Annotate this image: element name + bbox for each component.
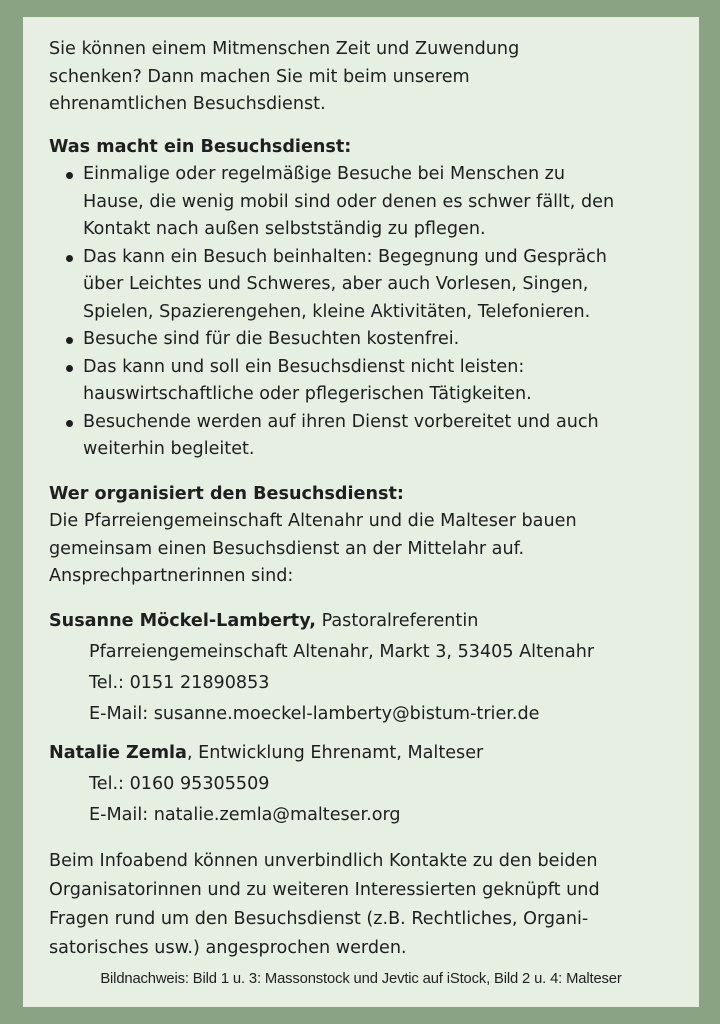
bullet-item: [49, 244, 677, 327]
bullet-item: [49, 326, 677, 354]
bullet-line: Spielen, Spazierengehen, kleine Aktivitäten, Telefonieren.: [83, 301, 591, 322]
intro-line: schenken? Dann machen Sie mit beim unserem: [49, 66, 470, 87]
bullet-item: [49, 354, 677, 409]
intro-line: Sie können einem Mitmenschen Zeit und Zuwendung: [49, 39, 520, 59]
intro-text: [49, 36, 677, 119]
bullet-line: Besuche sind für die Besuchten kostenfrei.: [83, 329, 460, 349]
section-who-heading: Wer organisiert den Besuchsdienst:: [49, 483, 404, 504]
bullet-line: hauswirtschaftliche oder pflegerischen Tätigkeiten.: [83, 384, 532, 404]
outro-text: [49, 847, 677, 963]
image-credit: Bildnachweis: Bild 1 u. 3: Massonstock und Jevtic auf iStock, Bild 2 u. 4: Malteser: [100, 971, 622, 987]
paragraph-line: Fragen rund um den Besuchsdienst (z.B. Rechtliches, Organi-: [49, 908, 589, 929]
contact-phone: Tel.: 0151 21890853: [89, 672, 270, 693]
bullet-line: Hause, die wenig mobil sind oder denen es schwer fällt, den: [83, 191, 615, 212]
section-who-text: [49, 508, 677, 591]
contact-header: [49, 606, 677, 637]
what-bullet-list: [49, 161, 677, 464]
contact-role: , Entwicklung Ehrenamt, Malteser: [186, 742, 484, 763]
contact-email: E-Mail: natalie.zemla@malteser.org: [89, 804, 401, 825]
paragraph-line: Ansprechpartnerinnen sind:: [49, 566, 294, 586]
paragraph-line: satorisches usw.) angesprochen werden.: [49, 937, 407, 958]
contact-email: E-Mail: susanne.moeckel-lamberty@bistum-trier.de: [89, 703, 540, 724]
paragraph-line: gemeinsam einen Besuchsdienst an der Mittelahr auf.: [49, 538, 525, 559]
bullet-item: [49, 409, 677, 464]
contact-block-susanne: [49, 606, 677, 730]
bullet-line: weiterhin begleitet.: [83, 439, 255, 459]
contact-address: Pfarreiengemeinschaft Altenahr, Markt 3, 53405 Altenahr: [89, 641, 595, 662]
bullet-line: Besuchende werden auf ihren Dienst vorbereitet und auch: [83, 411, 599, 432]
contact-role: Pastoralreferentin: [315, 610, 479, 631]
contact-phone: Tel.: 0160 95305509: [89, 773, 270, 794]
contact-name: Susanne Möckel-Lamberty,: [49, 610, 316, 631]
contact-name: Natalie Zemla: [49, 742, 187, 763]
intro-line: ehrenamtlichen Besuchsdienst.: [49, 94, 326, 114]
flyer-card: [23, 17, 699, 1007]
paragraph-line: Die Pfarreiengemeinschaft Altenahr und die Malteser bauen: [49, 511, 577, 531]
bullet-line: über Leichtes und Schweres, aber auch Vorlesen, Singen,: [83, 274, 589, 294]
paragraph-line: Beim Infoabend können unverbindlich Kontakte zu den beiden: [49, 850, 598, 871]
contact-block-natalie: [49, 738, 677, 831]
bullet-line: Das kann ein Besuch beinhalten: Begegnung und Gespräch: [83, 246, 607, 267]
paragraph-line: Organisatorinnen und zu weiteren Interessierten geknüpft und: [49, 879, 600, 900]
bullet-line: Kontakt nach außen selbstständig zu pflegen.: [83, 219, 486, 239]
section-what-heading: Was macht ein Besuchsdienst:: [49, 136, 352, 157]
bullet-item: [49, 161, 677, 244]
bullet-line: Einmalige oder regelmäßige Besuche bei Menschen zu: [83, 164, 566, 184]
contact-header: [49, 738, 677, 769]
bullet-line: Das kann und soll ein Besuchsdienst nicht leisten:: [83, 356, 525, 377]
